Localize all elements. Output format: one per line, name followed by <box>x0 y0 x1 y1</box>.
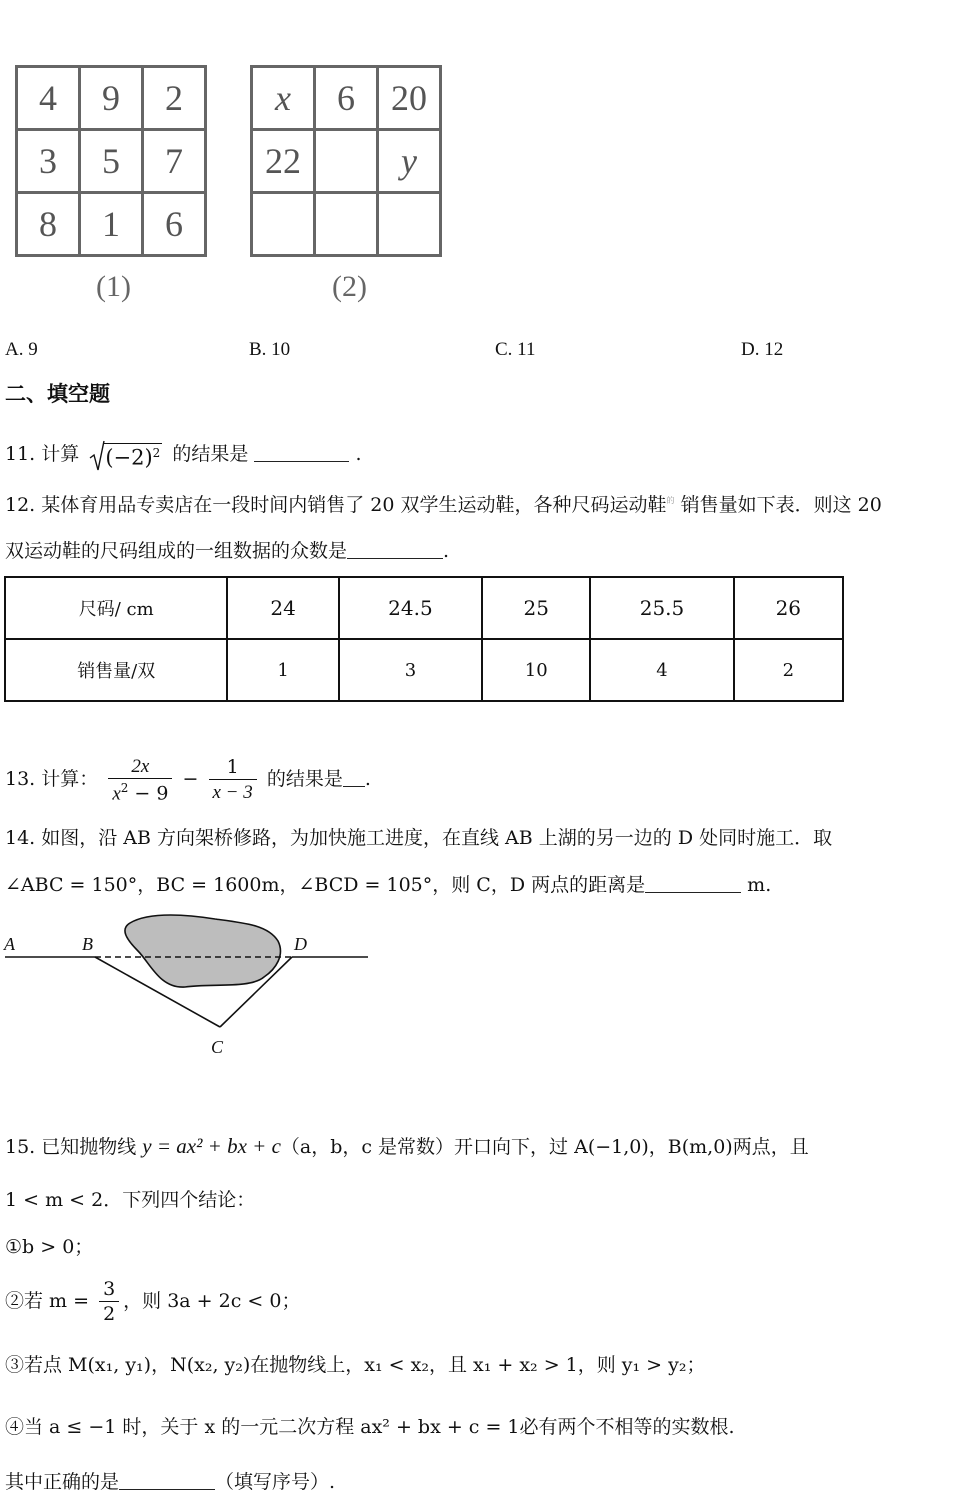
answer-line <box>5 1473 335 1492</box>
question-13 <box>5 757 371 803</box>
grid-cell: 4 <box>17 67 80 130</box>
c2-prefix: ②若 m = <box>5 1290 90 1312</box>
section-title: 二、填空题 <box>5 382 110 406</box>
grid-cell: 8 <box>17 193 80 256</box>
q12-line2: 双运动鞋的尺码组成的一组数据的众数是 <box>5 540 348 562</box>
point-a-label: A <box>4 934 15 954</box>
q13-prefix: 13. 计算： <box>5 768 99 791</box>
grid-cell <box>315 193 378 256</box>
q13-end: . <box>364 768 371 791</box>
grid-cell: 2 <box>143 67 206 130</box>
question-14-line-1: 14. 如图，沿 AB 方向架桥修路，为加快施工进度，在直线 AB 上湖的另一边的 D 处同时施工．取 <box>5 827 833 849</box>
grid-row <box>17 193 206 256</box>
grid-cell: 20 <box>378 67 441 130</box>
fraction-m-numerator: 3 <box>99 1280 119 1302</box>
grid-cell: 7 <box>143 130 206 193</box>
q15-line1-a: 15. 已知抛物线 <box>5 1136 143 1158</box>
grid-row <box>252 193 441 256</box>
shoe-size-sales-table <box>4 576 844 702</box>
table-row <box>5 639 843 701</box>
fraction-2-denominator: x − 3 <box>212 782 253 804</box>
table-cell: 24.5 <box>339 577 482 639</box>
q12-line1-end: 销售量如下表．则这 20 <box>680 494 882 516</box>
q14-unit: m <box>747 874 766 896</box>
table-cell: 25 <box>482 577 590 639</box>
point-b-label: B <box>82 934 93 954</box>
answer-prefix: 其中正确的是 <box>5 1471 120 1493</box>
answer-blank[interactable] <box>645 892 741 893</box>
grid-cell: x <box>252 67 315 130</box>
grid-row <box>17 130 206 193</box>
grid-row <box>252 67 441 130</box>
question-15-line-2: 1 < m < 2．下列四个结论： <box>5 1189 256 1211</box>
grid-row <box>252 130 441 193</box>
answer-blank[interactable] <box>254 461 349 462</box>
grid-row <box>17 67 206 130</box>
grid-cell <box>252 193 315 256</box>
table-cell: 26 <box>734 577 843 639</box>
grid-cell <box>315 130 378 193</box>
grid-cell: 6 <box>315 67 378 130</box>
question-14-line-2 <box>5 876 771 895</box>
answer-blank[interactable] <box>119 1489 215 1490</box>
option-d: D. 12 <box>741 339 784 360</box>
table-cell: 25.5 <box>590 577 733 639</box>
grid-cell <box>378 193 441 256</box>
grid-cell: 9 <box>80 67 143 130</box>
lake-shape <box>125 915 281 987</box>
conclusion-3: ③若点 M(x₁, y₁)，N(x₂, y₂)在抛物线上，x₁ < x₂，且 x₁ + x₂ > 1，则 y₁ > y₂； <box>5 1354 706 1376</box>
table-cell: 2 <box>734 639 843 701</box>
sqrt-radicand: (−2) <box>105 445 153 469</box>
question-15-line-1 <box>5 1136 809 1157</box>
grid-1-caption: (1) <box>96 270 131 303</box>
q15-line1-b: （a，b，c 是常数）开口向下，过 A(−1,0)，B(m,0)两点，且 <box>280 1136 809 1158</box>
option-c: C. 11 <box>495 339 536 360</box>
grid-cell: 6 <box>143 193 206 256</box>
grid-cell: 5 <box>80 130 143 193</box>
option-b: B. 10 <box>249 339 291 360</box>
q13-suffix: 的结果是 <box>266 768 343 791</box>
question-12-line-1 <box>5 496 882 515</box>
q11-suffix: 的结果是 <box>172 443 249 465</box>
point-c-label: C <box>211 1037 224 1057</box>
lake-bridge-figure <box>0 905 380 1065</box>
minus-sign: − <box>182 768 199 791</box>
table-header-size: 尺码/ cm <box>5 577 227 639</box>
fraction-1 <box>108 757 172 803</box>
grid-cell: y <box>378 130 441 193</box>
fraction-m-denominator: 2 <box>103 1303 116 1325</box>
q12-mark: 的 <box>666 496 675 505</box>
q12-line1: 12. 某体育用品专卖店在一段时间内销售了 20 双学生运动鞋，各种尺码运动鞋 <box>5 494 667 516</box>
table-cell: 1 <box>227 639 338 701</box>
fraction-1-numerator: 2x <box>108 757 172 779</box>
q14-line2: ∠ABC = 150°，BC = 1600m，∠BCD = 105°，则 C，D 两点的距离是 <box>5 874 646 896</box>
grid-2-caption: (2) <box>332 270 367 303</box>
grid-cell: 1 <box>80 193 143 256</box>
conclusion-1: ①b > 0； <box>5 1236 94 1258</box>
fraction-m <box>99 1280 119 1324</box>
q11-prefix: 11. 计算 <box>5 443 80 465</box>
q12-end: . <box>443 540 450 562</box>
question-12-line-2 <box>5 542 449 561</box>
fraction-2 <box>209 758 257 802</box>
conclusion-4: ④当 a ≤ −1 时，关于 x 的一元二次方程 ax² + bx + c = 1必有两个不相等的实数根. <box>5 1416 735 1438</box>
fraction-2-numerator: 1 <box>209 758 257 780</box>
magic-square-grid-1 <box>15 65 207 257</box>
grid-cell: 3 <box>17 130 80 193</box>
sqrt-expression <box>89 440 162 472</box>
table-cell: 3 <box>339 639 482 701</box>
table-cell: 24 <box>227 577 338 639</box>
table-cell: 10 <box>482 639 590 701</box>
answer-blank[interactable] <box>343 786 365 787</box>
table-header-sales: 销售量/双 <box>5 639 227 701</box>
q14-end: . <box>765 874 772 896</box>
c2-suffix: ，则 3a + 2c < 0； <box>123 1290 301 1312</box>
point-d-label: D <box>294 934 307 954</box>
answer-blank[interactable] <box>347 558 443 559</box>
magic-square-grid-2 <box>250 65 442 257</box>
table-row <box>5 577 843 639</box>
sqrt-exponent: 2 <box>152 445 161 460</box>
fraction-1-denominator: $x^2 - 9$ <box>112 781 169 805</box>
answer-suffix: （填写序号）. <box>215 1471 336 1493</box>
conclusion-2 <box>5 1280 300 1324</box>
question-11 <box>5 440 362 472</box>
parabola-equation: y = ax² + bx + c <box>142 1134 281 1158</box>
table-cell: 4 <box>590 639 733 701</box>
q11-end: . <box>355 443 362 465</box>
option-a: A. 9 <box>5 339 38 360</box>
grid-cell: 22 <box>252 130 315 193</box>
